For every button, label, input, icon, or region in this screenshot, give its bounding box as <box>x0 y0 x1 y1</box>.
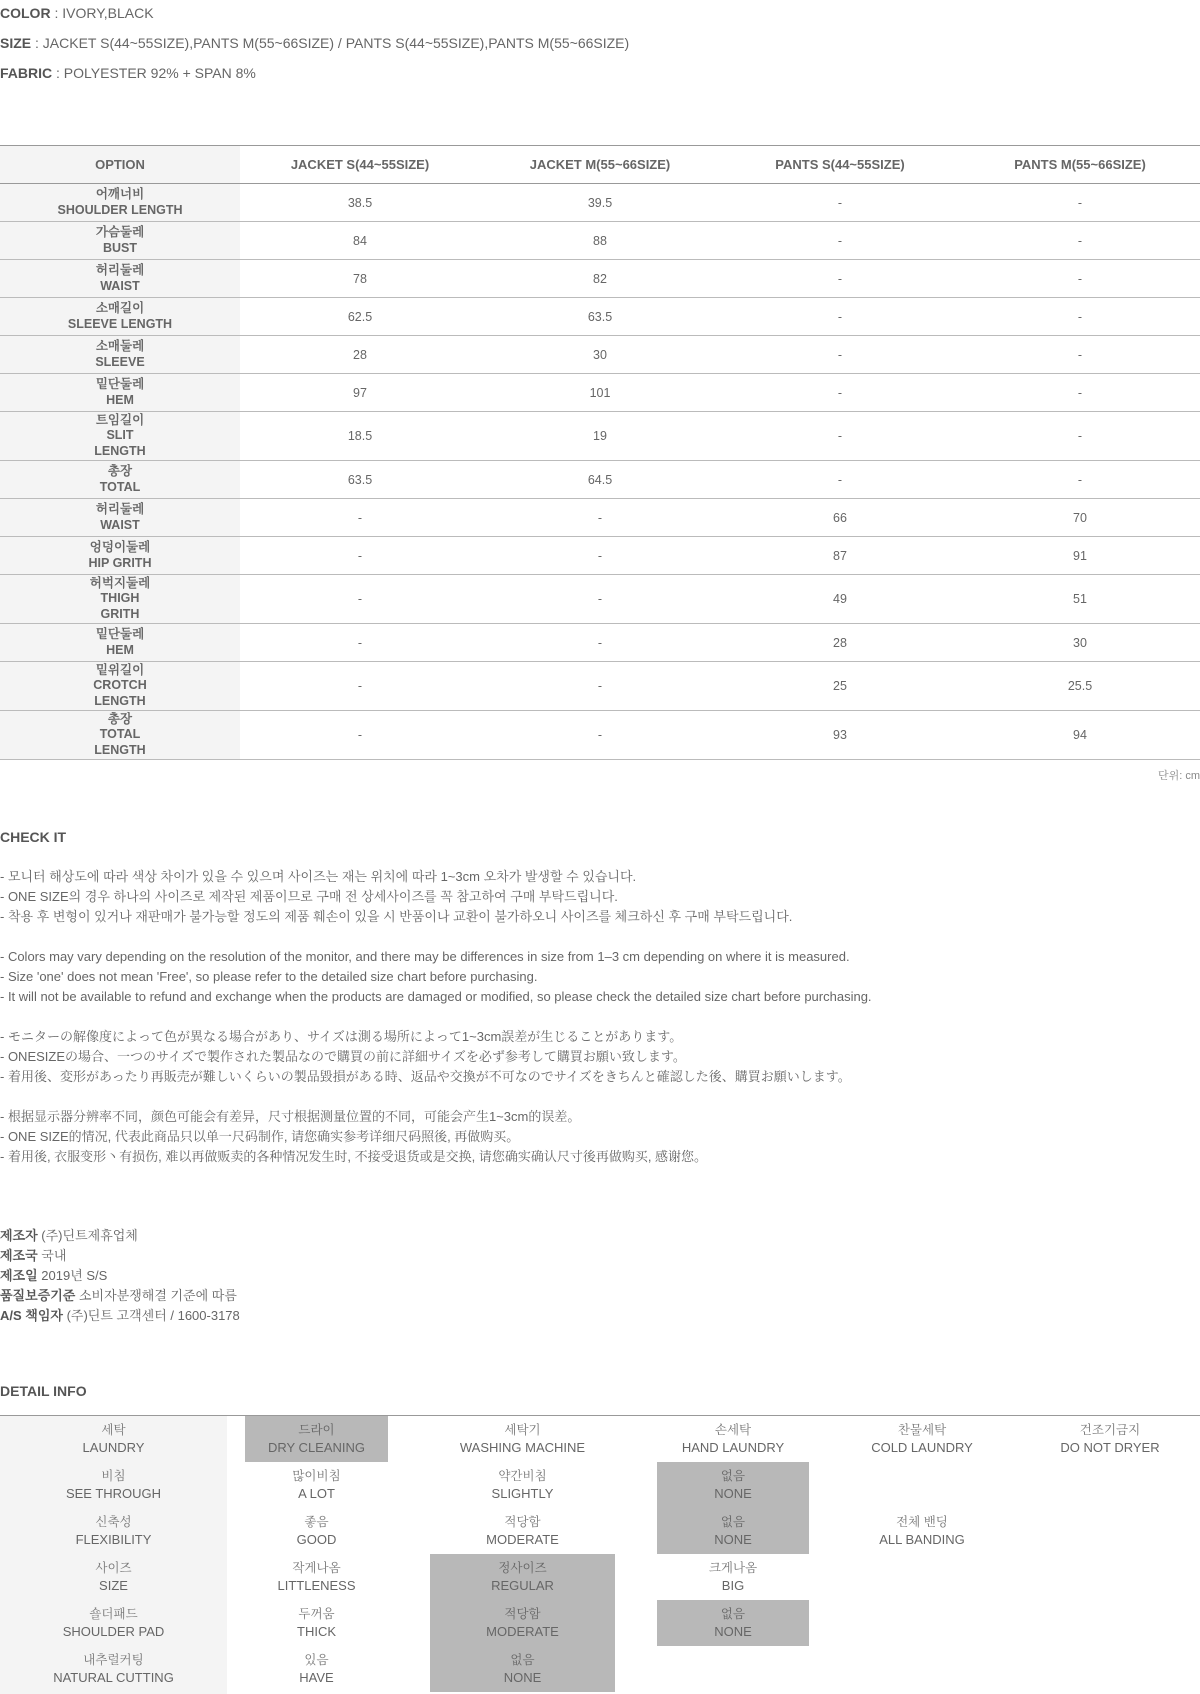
size-value-cell: - <box>1077 429 1083 443</box>
size-value-cell: 18.5 <box>347 429 373 443</box>
size-table-row <box>0 412 1200 461</box>
note-line: - ONESIZEの場合、一つのサイズで製作された製品なので購買の前に詳細サイズを必ず参考して購買お願い致します。 <box>0 1049 686 1064</box>
size-row-label-line: TOTAL <box>99 727 141 742</box>
size-value-cell: - <box>597 728 603 742</box>
size-row-label-line: WAIST <box>100 278 140 293</box>
size-table-row <box>0 298 1200 336</box>
size-value-cell: 88 <box>593 233 607 248</box>
size-row-label <box>0 575 240 624</box>
size-value-cell: 84 <box>353 233 367 248</box>
detail-label-en: DO NOT DRYER <box>1060 1440 1160 1455</box>
detail-option <box>245 1554 388 1600</box>
size-row-label-line: 엉덩이둘레 <box>89 540 151 554</box>
size-row-label-line: HEM <box>106 392 134 407</box>
detail-label-en: HAVE <box>299 1670 334 1685</box>
detail-label-en: WASHING MACHINE <box>459 1440 586 1455</box>
size-row-label <box>0 260 240 298</box>
detail-option <box>430 1600 615 1646</box>
size-value-cell: - <box>357 592 363 606</box>
size-value-cell: - <box>597 679 603 693</box>
size-table-row <box>0 575 1200 624</box>
detail-label-en: FLEXIBILITY <box>75 1532 152 1547</box>
note-line: - It will not be available to refund and exchange when the products are damaged or modified, so please check the detailed size chart before purchasing. <box>0 989 872 1004</box>
detail-label-ko: 크게나옴 <box>708 1561 758 1575</box>
size-value-cell: 49 <box>833 592 847 606</box>
size-row-label-line: THIGH <box>100 591 140 606</box>
size-value-cell: - <box>1077 472 1083 487</box>
note-line: - ONE SIZE의 경우 하나의 사이즈로 제작된 제품이므로 구매 전 상세사이즈를 꼭 참고하여 구매 부탁드립니다. <box>0 889 618 904</box>
size-value-cell: 39.5 <box>587 195 613 210</box>
detail-option <box>430 1646 615 1692</box>
size-row-label-line: 소매길이 <box>95 301 145 315</box>
size-value-cell: - <box>357 510 363 525</box>
size-value-cell: - <box>837 472 843 487</box>
size-table-row <box>0 184 1200 222</box>
maker-row <box>0 1286 240 1306</box>
maker-value: (주)딘트제휴업체 <box>37 1228 138 1243</box>
detail-label-ko: 많이비침 <box>292 1469 341 1483</box>
check-it-title: CHECK IT <box>0 829 67 845</box>
size-row-label <box>0 662 240 711</box>
size-row-label-line: TOTAL <box>99 479 141 494</box>
detail-label-en: NONE <box>714 1532 752 1547</box>
detail-option <box>657 1416 809 1462</box>
detail-label-ko: 찬물세탁 <box>897 1423 947 1437</box>
size-value-cell: 51 <box>1073 592 1087 606</box>
maker-value: 2019년 S/S <box>37 1268 108 1283</box>
size-value-cell: 64.5 <box>587 472 613 487</box>
detail-label-en: ALL BANDING <box>879 1532 965 1547</box>
detail-label-en: REGULAR <box>491 1578 554 1593</box>
detail-label-en: HAND LAUNDRY <box>681 1440 785 1455</box>
detail-label-en: MODERATE <box>486 1624 559 1639</box>
size-row-label-line: GRITH <box>100 606 140 621</box>
unit-note: 단위: cm <box>1157 770 1200 782</box>
maker-value: (주)딘트 고객센터 / 1600-3178 <box>62 1308 240 1323</box>
maker-label: 품질보증기준 <box>0 1288 76 1303</box>
detail-category-label <box>0 1646 227 1692</box>
detail-label-ko: 신축성 <box>95 1515 132 1529</box>
size-value-cell: 25 <box>833 679 847 693</box>
detail-option <box>657 1508 809 1554</box>
detail-label-en: NONE <box>714 1624 752 1639</box>
detail-option <box>245 1416 388 1462</box>
size-row-label <box>0 374 240 412</box>
detail-option <box>845 1508 999 1554</box>
size-value-cell: - <box>1077 309 1083 324</box>
detail-info-title: DETAIL INFO <box>0 1383 87 1399</box>
size-value-cell: - <box>1077 271 1083 286</box>
detail-option <box>657 1600 809 1646</box>
size-value-cell: - <box>597 510 603 525</box>
size-value-cell: 30 <box>593 347 607 362</box>
detail-label-en: SLIGHTLY <box>491 1486 554 1501</box>
header-jacket-s: JACKET S(44~55SIZE) <box>240 146 480 184</box>
detail-label-ko: 세탁기 <box>504 1423 541 1437</box>
detail-option <box>430 1554 615 1600</box>
detail-label-ko: 적당함 <box>504 1607 541 1621</box>
size-value-cell: 66 <box>833 510 847 525</box>
detail-label-en: MODERATE <box>486 1532 559 1547</box>
size-row-label <box>0 336 240 374</box>
detail-category-label <box>0 1508 227 1554</box>
size-row-label-line: LENGTH <box>94 443 146 458</box>
size-row-label <box>0 222 240 260</box>
size-row-label-line: 밑위길이 <box>95 662 145 677</box>
size-value-cell: 101 <box>589 385 611 400</box>
size-row-label-line: 총장 <box>107 711 133 726</box>
header-option: OPTION <box>0 146 240 184</box>
size-value: : JACKET S(44~55SIZE),PANTS M(55~66SIZE) / PANTS S(44~55SIZE),PANTS M(55~66SIZE) <box>31 35 630 51</box>
size-value-cell: - <box>1077 347 1083 362</box>
size-row-label-line: SHOULDER LENGTH <box>57 202 183 217</box>
size-row-label-line: 트임길이 <box>95 412 145 427</box>
size-table <box>0 145 1200 760</box>
maker-label: 제조국 <box>0 1248 38 1263</box>
size-value-cell: 94 <box>1073 728 1087 742</box>
size-table-row <box>0 260 1200 298</box>
detail-option <box>430 1416 615 1462</box>
maker-row <box>0 1226 240 1246</box>
size-row-label-line: LENGTH <box>94 742 146 757</box>
detail-label-en: COLD LAUNDRY <box>871 1440 973 1455</box>
maker-row <box>0 1306 240 1326</box>
size-value-cell: 78 <box>353 271 367 286</box>
size-value-cell: - <box>357 679 363 693</box>
size-row-label-line: 밑단둘레 <box>95 377 145 391</box>
maker-value: 국내 <box>37 1248 67 1263</box>
size-value-cell: - <box>1077 195 1083 210</box>
note-line: - 착용 후 변형이 있거나 재판매가 불가능할 정도의 제품 훼손이 있을 시 반품이나 교환이 불가하오니 사이즈를 체크하신 후 구매 부탁드립니다. <box>0 909 793 924</box>
size-row-label-line: HEM <box>106 642 134 657</box>
size-row-label <box>0 537 240 575</box>
detail-label-ko: 세탁 <box>101 1423 126 1437</box>
size-value-cell: - <box>837 347 843 362</box>
detail-option <box>245 1600 388 1646</box>
maker-value: 소비자분쟁해결 기준에 따름 <box>75 1288 237 1303</box>
detail-label-en: NATURAL CUTTING <box>53 1670 174 1685</box>
note-line: - 모니터 해상도에 따라 색상 차이가 있을 수 있으며 사이즈는 재는 위치에 따라 1~3cm 오차가 발생할 수 있습니다. <box>0 869 637 884</box>
detail-label-ko: 정사이즈 <box>498 1561 547 1575</box>
detail-category-label <box>0 1554 227 1600</box>
size-row-label-line: 가슴둘레 <box>95 225 145 239</box>
header-pants-s: PANTS S(44~55SIZE) <box>720 146 960 184</box>
note-line: - ONE SIZE的情况, 代表此商品只以单一尺码制作, 请您确实参考详细尺码照後, 再做购买。 <box>0 1129 520 1144</box>
size-value-cell: - <box>837 309 843 324</box>
detail-info-grid <box>0 1415 1200 1694</box>
detail-category-label <box>0 1600 227 1646</box>
size-value-cell: 63.5 <box>347 472 373 487</box>
size-value-cell: 62.5 <box>347 309 373 324</box>
size-value-cell: 87 <box>833 548 847 563</box>
check-it-notes <box>0 867 1200 1187</box>
size-table-row <box>0 374 1200 412</box>
size-value-cell: - <box>837 429 843 443</box>
detail-label-en: SHOULDER PAD <box>62 1624 165 1639</box>
color-spec <box>0 5 154 21</box>
detail-label-en: THICK <box>297 1624 336 1639</box>
note-line: - 根据显示器分辨率不同，颜色可能会有差异，尺寸根据测量位置的不同，可能会产生1~3cm的误差。 <box>0 1109 581 1124</box>
detail-label-ko: 없음 <box>720 1607 746 1621</box>
size-value-cell: 25.5 <box>1067 679 1093 693</box>
size-value-cell: 63.5 <box>587 309 613 324</box>
fabric-label: FABRIC <box>0 65 53 81</box>
detail-category-label <box>0 1416 227 1462</box>
size-value-cell: - <box>837 271 843 286</box>
detail-label-ko: 적당함 <box>504 1515 541 1529</box>
size-row-label <box>0 184 240 222</box>
detail-option <box>1020 1416 1200 1462</box>
detail-label-ko: 없음 <box>720 1469 746 1483</box>
size-row-label-line: 어깨너비 <box>95 187 145 201</box>
size-value-cell: 19 <box>593 429 607 443</box>
fabric-value: : POLYESTER 92% + SPAN 8% <box>52 65 256 81</box>
size-value-cell: 28 <box>353 347 367 362</box>
size-value-cell: - <box>597 548 603 563</box>
detail-option <box>430 1508 615 1554</box>
detail-option <box>245 1646 388 1692</box>
size-value-cell: 28 <box>833 635 847 650</box>
size-value-cell: - <box>837 233 843 248</box>
size-row-label-line: BUST <box>102 240 138 255</box>
detail-label-en: LITTLENESS <box>277 1578 356 1593</box>
size-row-label-line: HIP GRITH <box>88 555 152 570</box>
notes-group <box>0 1107 1200 1167</box>
note-line: - モニターの解像度によって色が異なる場合があり、サイズは測る場所によって1~3cm誤差が生じることがあります。 <box>0 1029 683 1044</box>
detail-option <box>845 1416 999 1462</box>
size-row-label-line: LENGTH <box>94 693 146 708</box>
detail-label-en: NONE <box>503 1670 542 1685</box>
detail-label-ko: 드라이 <box>298 1423 335 1437</box>
detail-option <box>430 1462 615 1508</box>
detail-label-ko: 건조기금지 <box>1079 1423 1141 1437</box>
size-table-row <box>0 461 1200 499</box>
detail-label-ko: 비침 <box>101 1469 126 1483</box>
header-pants-m: PANTS M(55~66SIZE) <box>960 146 1200 184</box>
size-row-label <box>0 711 240 760</box>
maker-row <box>0 1266 240 1286</box>
detail-label-en: GOOD <box>296 1532 337 1547</box>
detail-label-ko: 사이즈 <box>95 1561 132 1575</box>
maker-row <box>0 1246 240 1266</box>
size-table-row <box>0 662 1200 711</box>
size-value-cell: 38.5 <box>347 195 373 210</box>
detail-label-ko: 없음 <box>720 1515 746 1529</box>
size-value-cell: - <box>357 635 363 650</box>
size-spec <box>0 35 629 51</box>
detail-category-label <box>0 1462 227 1508</box>
size-value-cell: 91 <box>1073 548 1087 563</box>
header-jacket-m: JACKET M(55~66SIZE) <box>480 146 720 184</box>
detail-label-ko: 손세탁 <box>714 1423 752 1437</box>
size-row-label-line: CROTCH <box>93 678 147 693</box>
size-value-cell: 82 <box>593 271 607 286</box>
fabric-spec <box>0 65 256 81</box>
detail-label-ko: 약간비침 <box>498 1469 547 1483</box>
notes-group <box>0 867 1200 927</box>
size-row-label-line: 허리둘레 <box>95 263 145 277</box>
size-value-cell: - <box>1077 385 1083 400</box>
maker-label: 제조일 <box>0 1268 38 1283</box>
size-row-label <box>0 461 240 499</box>
note-line: - Size 'one' does not mean 'Free', so please refer to the detailed size chart before purchasing. <box>0 969 538 984</box>
color-value: : IVORY,BLACK <box>50 5 154 21</box>
detail-label-ko: 작게나옴 <box>292 1561 341 1575</box>
size-row-label-line: 소매둘레 <box>95 339 145 353</box>
detail-option <box>657 1462 809 1508</box>
note-line: - 着用後、変形があったり再販売が難しいくらいの製品毀損がある時、返品や交換が不可なのでサイズをきちんと確認した後、購買お願いします。 <box>0 1069 851 1084</box>
size-table-row <box>0 222 1200 260</box>
detail-label-en: NONE <box>714 1486 752 1501</box>
detail-label-ko: 두꺼움 <box>298 1607 335 1621</box>
detail-label-ko: 좋음 <box>304 1515 329 1529</box>
detail-label-en: BIG <box>721 1578 745 1593</box>
size-row-label-line: 총장 <box>107 464 133 478</box>
size-row-label-line: SLEEVE <box>95 354 145 369</box>
size-table-row <box>0 336 1200 374</box>
size-value-cell: 70 <box>1073 510 1087 525</box>
detail-option <box>245 1462 388 1508</box>
color-label: COLOR <box>0 5 51 21</box>
size-value-cell: - <box>357 548 363 563</box>
size-row-label <box>0 412 240 461</box>
size-row-label-line: 허리둘레 <box>95 502 145 516</box>
size-value-cell: - <box>837 385 843 400</box>
maker-label: A/S 책임자 <box>0 1308 63 1323</box>
detail-label-en: LAUNDRY <box>82 1440 145 1455</box>
detail-label-en: DRY CLEANING <box>267 1440 366 1455</box>
size-row-label <box>0 624 240 662</box>
size-table-row <box>0 537 1200 575</box>
size-label: SIZE <box>0 35 32 51</box>
size-row-label-line: SLIT <box>106 428 134 443</box>
detail-label-ko: 전체 밴딩 <box>896 1515 948 1529</box>
size-value-cell: - <box>837 195 843 210</box>
size-row-label-line: SLEEVE LENGTH <box>67 316 173 331</box>
size-row-label <box>0 298 240 336</box>
size-row-label-line: 허벅지둘레 <box>89 575 151 590</box>
detail-option <box>245 1508 388 1554</box>
maker-label: 제조자 <box>0 1228 38 1243</box>
size-table-row <box>0 499 1200 537</box>
size-value-cell: 30 <box>1073 635 1087 650</box>
detail-label-ko: 숄더패드 <box>89 1607 138 1621</box>
notes-group <box>0 1027 1200 1087</box>
size-table-row <box>0 624 1200 662</box>
size-value-cell: 97 <box>353 385 367 400</box>
size-row-label-line: WAIST <box>100 517 140 532</box>
detail-label-ko: 없음 <box>510 1653 535 1667</box>
size-value-cell: - <box>597 635 603 650</box>
note-line: - Colors may vary depending on the resolution of the monitor, and there may be differences in size from 1–3 cm depending on where it is measured. <box>0 949 850 964</box>
size-row-label <box>0 499 240 537</box>
detail-label-ko: 내추럴커팅 <box>83 1653 144 1667</box>
size-value-cell: - <box>597 592 603 606</box>
size-value-cell: 93 <box>833 728 847 742</box>
detail-label-en: A LOT <box>298 1486 335 1501</box>
size-value-cell: - <box>357 728 363 742</box>
notes-group <box>0 947 1200 1007</box>
detail-label-en: SIZE <box>99 1578 128 1593</box>
note-line: - 着用後, 衣服变形丶有损伤, 难以再做贩卖的各种情况发生时, 不接受退货或是交换, 请您确实确认尺寸後再做购买, 感谢您。 <box>0 1149 708 1164</box>
size-table-header <box>0 146 1200 184</box>
maker-info <box>0 1226 240 1326</box>
size-value-cell: - <box>1077 233 1083 248</box>
detail-option <box>657 1554 809 1600</box>
detail-label-en: SEE THROUGH <box>65 1486 162 1501</box>
size-row-label-line: 밑단둘레 <box>95 627 145 641</box>
detail-label-ko: 있음 <box>304 1653 329 1667</box>
size-table-row <box>0 711 1200 760</box>
